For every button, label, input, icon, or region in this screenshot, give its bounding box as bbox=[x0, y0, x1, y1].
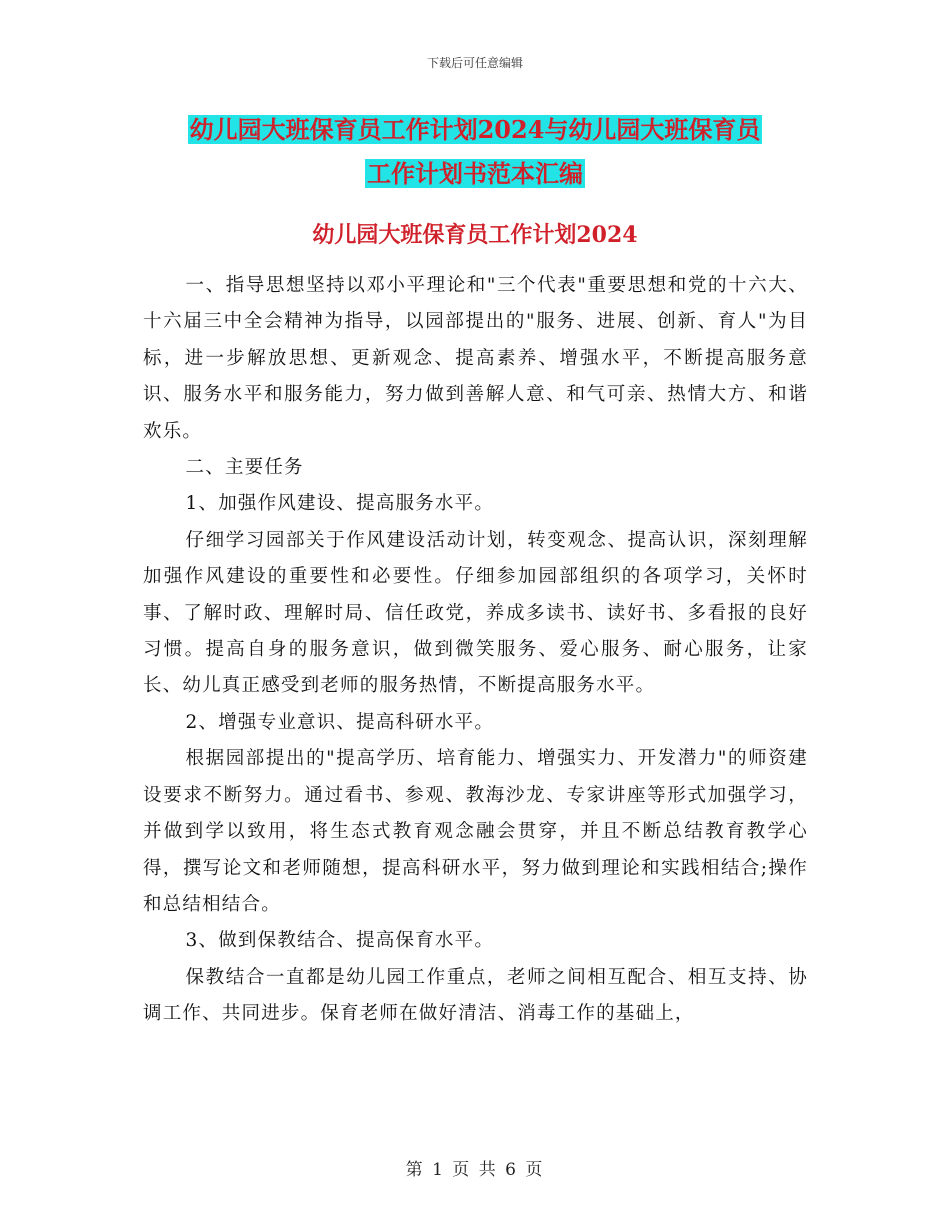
page-number-footer: 第 1 页 共 6 页 bbox=[405, 1160, 545, 1180]
paragraph-task-2: 根据园部提出的"提高学历、培育能力、增强实力、开发潜力"的师资建设要求不断努力。通过看书、参观、教海沙龙、专家讲座等形式加强学习，并做到学以致用，将生态式教育观念融会贯穿，并且不断总结教育教学心得，撰写论文和老师随想，提高科研水平，努力做到理论和实践相结合;操作和总结相结合。 bbox=[143, 748, 808, 915]
subheading-task-1: 1、加强作风建设、提高服务水平。 bbox=[185, 493, 495, 515]
document-title-line-2-text: 工作计划书范本汇编 bbox=[367, 159, 583, 188]
document-title-line-2 bbox=[0, 156, 950, 192]
heading-main-tasks: 二、主要任务 bbox=[185, 457, 304, 479]
header-note: 下载后可任意编辑 bbox=[426, 56, 523, 70]
subheading-task-3: 3、做到保教结合、提高保育水平。 bbox=[185, 930, 495, 952]
document-body bbox=[143, 268, 808, 1033]
document-title-line-1 bbox=[0, 112, 950, 148]
subheading-task-2: 2、增强专业意识、提高科研水平。 bbox=[185, 711, 495, 733]
paragraph-guiding-ideology: 一、指导思想坚持以邓小平理论和"三个代表"重要思想和党的十六大、十六届三中全会精神为指导，以园部提出的"服务、进展、创新、育人"为目标，进一步解放思想、更新观念、提高素养、增强水平，不断提高服务意识、服务水平和服务能力，努力做到善解人意、和气可亲、热情大方、和谐欢乐。 bbox=[143, 275, 808, 442]
paragraph-task-1: 仔细学习园部关于作风建设活动计划，转变观念、提高认识，深刻理解加强作风建设的重要性和必要性。仔细参加园部组织的各项学习，关怀时事、了解时政、理解时局、信任政党，养成多读书、读好书、多看报的良好习惯。提高自身的服务意识，做到微笑服务、爱心服务、耐心服务，让家长、幼儿真正感受到老师的服务热情，不断提高服务水平。 bbox=[143, 529, 808, 697]
section-title: 幼儿园大班保育员工作计划2024 bbox=[312, 222, 638, 248]
paragraph-task-3: 保教结合一直都是幼儿园工作重点，老师之间相互配合、相互支持、协调工作、共同进步。保育老师在做好清洁、消毒工作的基础上， bbox=[143, 966, 808, 1025]
document-title-line-1-text: 幼儿园大班保育员工作计划2024与幼儿园大班保育员 bbox=[189, 115, 761, 144]
